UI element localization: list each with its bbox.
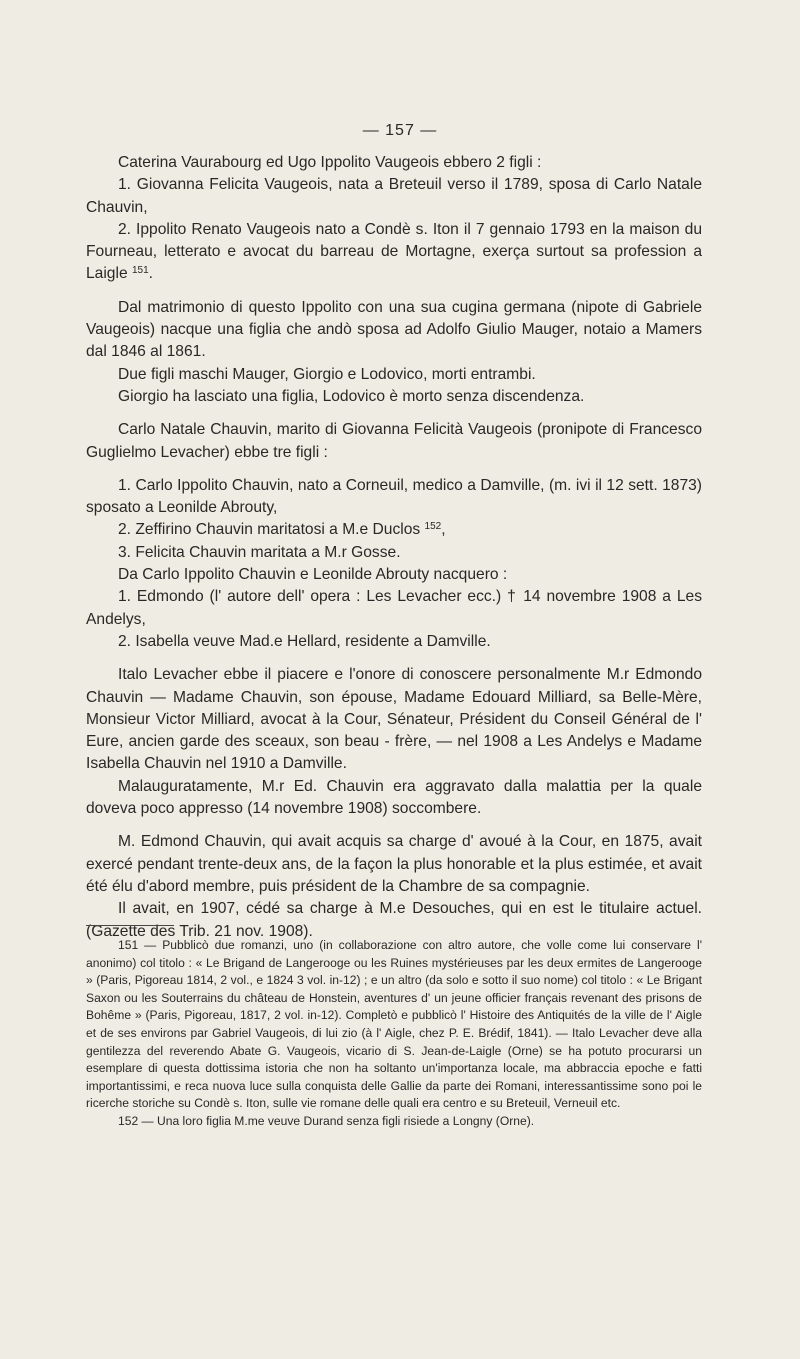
paragraph-text: 2. Zeffirino Chauvin maritatosi a M.e Duclos (118, 521, 421, 539)
paragraph (86, 219, 702, 286)
paragraph (86, 386, 702, 408)
paragraph-text: Il avait, en 1907, cédé sa charge à M.e Desouches, qui en est le titulaire actuel. (Gazette des Trib. 21 nov. 1908). (86, 900, 702, 940)
paragraph-tail: . (148, 265, 153, 283)
paragraph (86, 419, 702, 464)
paragraph-text: Italo Levacher ebbe il piacere e l'onore di conoscere personalmente M.r Edmondo Chauvin — Madame Chauvin, son épouse, Madame Edouard Milliard, sa Belle-Mère, Monsieur Victor Milliard, avocat à la Cour, Sénateur, Président du Conseil Général de l' Eure, ancien garde des sceaux, son beau - frère, — nel 1908 a Les Andelys e Madame Isabella Chauvin nel 1910 a Damville. (86, 666, 702, 773)
paragraph-text: 3. Felicita Chauvin maritata a M.r Gosse. (118, 543, 401, 561)
paragraph (86, 664, 702, 775)
footnote-ref: 152 (424, 521, 442, 533)
paragraph (86, 564, 702, 586)
paragraph (86, 831, 702, 898)
paragraph (86, 297, 702, 364)
page-number: — 157 — (362, 122, 438, 139)
paragraph-text: 2. Isabella veuve Mad.e Hellard, residente a Damville. (118, 632, 491, 650)
footnote: 151 — Pubblicò due romanzi, uno (in collaborazione con altro autore, che volle come lui conservare l' anonimo) col titolo : « Le Brigand de Langerooge ou les Ruines mystérieuses par les deux ermites de Langerooge » (Paris, Pigoreau 1814, 2 vol., e 1824 3 vol. in-12) ; e un altro (da solo e sotto il suo nome) col titolo : « Le Brigant Saxon ou les Souterrains du château de Honstein, aventures d' un jeune officier français revenant des prisons de Bohême » (Paris, Pigoreau, 1817, 2 vol. in-12). Completò e pubblicò l' Histoire des Antiquités de la ville de l' Aigle et de ses environs par Gabriel Vaugeois, di lui zio (à l' Aigle, chez P. E. Brédif, 1841). — Italo Levacher deve alla gentilezza del reverendo Abate G. Vaugeois, vicario di S. Jean-de-Laigle (Orne) se ha potuto procurarsi un esemplare di questa dottissima istoria che non ha soltanto un'importanza locale, ma abbraccia epoche e fatti importantissimi, e reca nuova luce sulla conquista delle Gallie da parte dei Romani, interessantissime sono poi le ricerche storiche su Condè s. Iton, sulle vie romane delle quali era centro e su Breteuil, Verneuil etc. (86, 938, 702, 1111)
paragraph (86, 776, 702, 821)
paragraph-text: Due figli maschi Mauger, Giorgio e Lodovico, morti entrambi. (118, 365, 536, 383)
paragraph (86, 364, 702, 386)
paragraph-text: Caterina Vaurabourg ed Ugo Ippolito Vaugeois ebbero 2 figli : (118, 154, 542, 171)
paragraph-text: Giorgio ha lasciato una figlia, Lodovico è morto senza discendenza. (118, 387, 585, 405)
paragraph (86, 174, 702, 219)
footnote-divider (86, 925, 174, 926)
footnote: 152 — Una loro figlia M.me veuve Durand senza figli risiede a Longny (Orne). (118, 1113, 535, 1128)
paragraph-text: 1. Giovanna Felicita Vaugeois, nata a Breteuil verso il 1789, sposa di Carlo Natale Chauvin, (86, 176, 702, 216)
paragraph (86, 542, 702, 564)
paragraph (86, 475, 702, 520)
paragraph-tail: , (441, 521, 446, 539)
paragraph (86, 519, 702, 541)
paragraph-text: Malauguratamente, M.r Ed. Chauvin era aggravato dalla malattia per la quale doveva poco appresso (14 novembre 1908) soccombere. (86, 777, 702, 818)
paragraph-text: Dal matrimonio di questo Ippolito con una sua cugina germana (nipote di Gabriele Vaugeois) nacque una figlia che andò sposa ad Adolfo Giulio Mauger, notaio a Mamers dal 1846 al 1861. (86, 298, 702, 361)
footnote-ref: 151 (131, 265, 149, 277)
paragraph (86, 586, 702, 631)
paragraph-text: M. Edmond Chauvin, qui avait acquis sa charge d' avoué à la Cour, en 1875, avait exercé pendant trente-deux ans, de la façon la plus honorable et la plus estimée, et avait été élu d'abord membre, puis président de la Chambre de sa compagnie. (86, 833, 702, 895)
main-text (86, 152, 702, 943)
paragraph (86, 152, 702, 174)
paragraph-text: 2. Ippolito Renato Vaugeois nato a Condè s. Iton il 7 gennaio 1793 en la maison du Fourneau, letterato e avocat du barreau de Mortagne, exerça surtout sa profession a Laigle (86, 220, 702, 283)
paragraph-text: 1. Edmondo (l' autore dell' opera : Les Levacher ecc.) † 14 novembre 1908 a Les Andelys, (86, 588, 702, 628)
paragraph-text: Da Carlo Ippolito Chauvin e Leonilde Abrouty nacquero : (118, 566, 508, 584)
paragraph (86, 631, 702, 653)
paragraph-text: Carlo Natale Chauvin, marito di Giovanna Felicità Vaugeois (pronipote di Francesco Guglielmo Levacher) ebbe tre figli : (86, 421, 702, 461)
footnotes (86, 937, 702, 1131)
paragraph-text: 1. Carlo Ippolito Chauvin, nato a Corneuil, medico a Damville, (m. ivi il 12 sett. 1873) sposato a Leonilde Abrouty, (86, 476, 702, 517)
